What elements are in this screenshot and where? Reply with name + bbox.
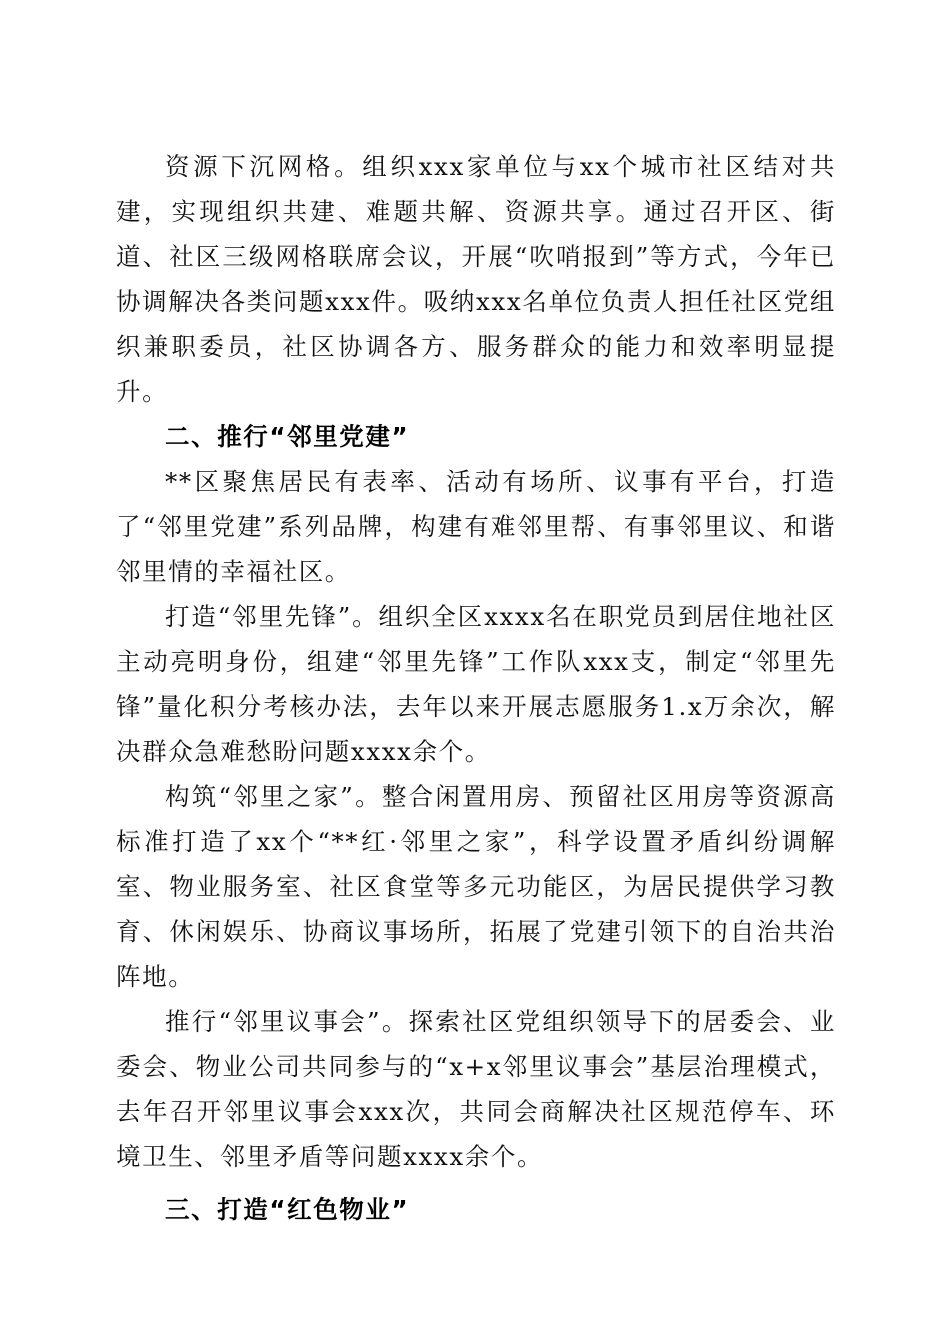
paragraph-neighborhood-council: 推行“邻里议事会”。探索社区党组织领导下的居委会、业委会、物业公司共同参与的“x+x邻里议事会”基层治理模式，去年召开邻里议事会xxx次，共同会商解决社区规范停车、环境卫生、邻里矛盾等问题xxxx余个。 (116, 1007, 836, 1171)
section-heading-red-property: 三、打造“红色物业” (165, 1195, 410, 1224)
document-body (116, 144, 836, 1232)
paragraph-neighborhood-home: 构筑“邻里之家”。整合闲置用房、预留社区用房等资源高标准打造了xx个“**红·邻里之家”，科学设置矛盾纠纷调解室、物业服务室、社区食堂等多元功能区，为居民提供学习教育、休闲娱乐、协商议事场所，拓展了党建引领下的自治共治阵地。 (116, 782, 836, 991)
paragraph-neighborhood-pioneers: 打造“邻里先锋”。组织全区xxxx名在职党员到居住地社区主动亮明身份，组建“邻里先锋”工作队xxx支，制定“邻里先锋”量化积分考核办法，去年以来开展志愿服务1.x万余次，解决群众急难愁盼问题xxxx余个。 (116, 602, 836, 766)
paragraph-district-focus: **区聚焦居民有表率、活动有场所、议事有平台，打造了“邻里党建”系列品牌，构建有难邻里帮、有事邻里议、和谐邻里情的幸福社区。 (116, 467, 836, 586)
spacer (116, 1179, 836, 1187)
section-heading-neighborhood-party-building: 二、推行“邻里党建” (165, 422, 410, 451)
paragraph-resource-sinking: 资源下沉网格。组织xxx家单位与xx个城市社区结对共建，实现组织共建、难题共解、资源共享。通过召开区、街道、社区三级网格联席会议，开展“吹哨报到”等方式，今年已协调解决各类问题xxx件。吸纳xxx名单位负责人担任社区党组织兼职委员，社区协调各方、服务群众的能力和效率明显提升。 (116, 152, 836, 406)
